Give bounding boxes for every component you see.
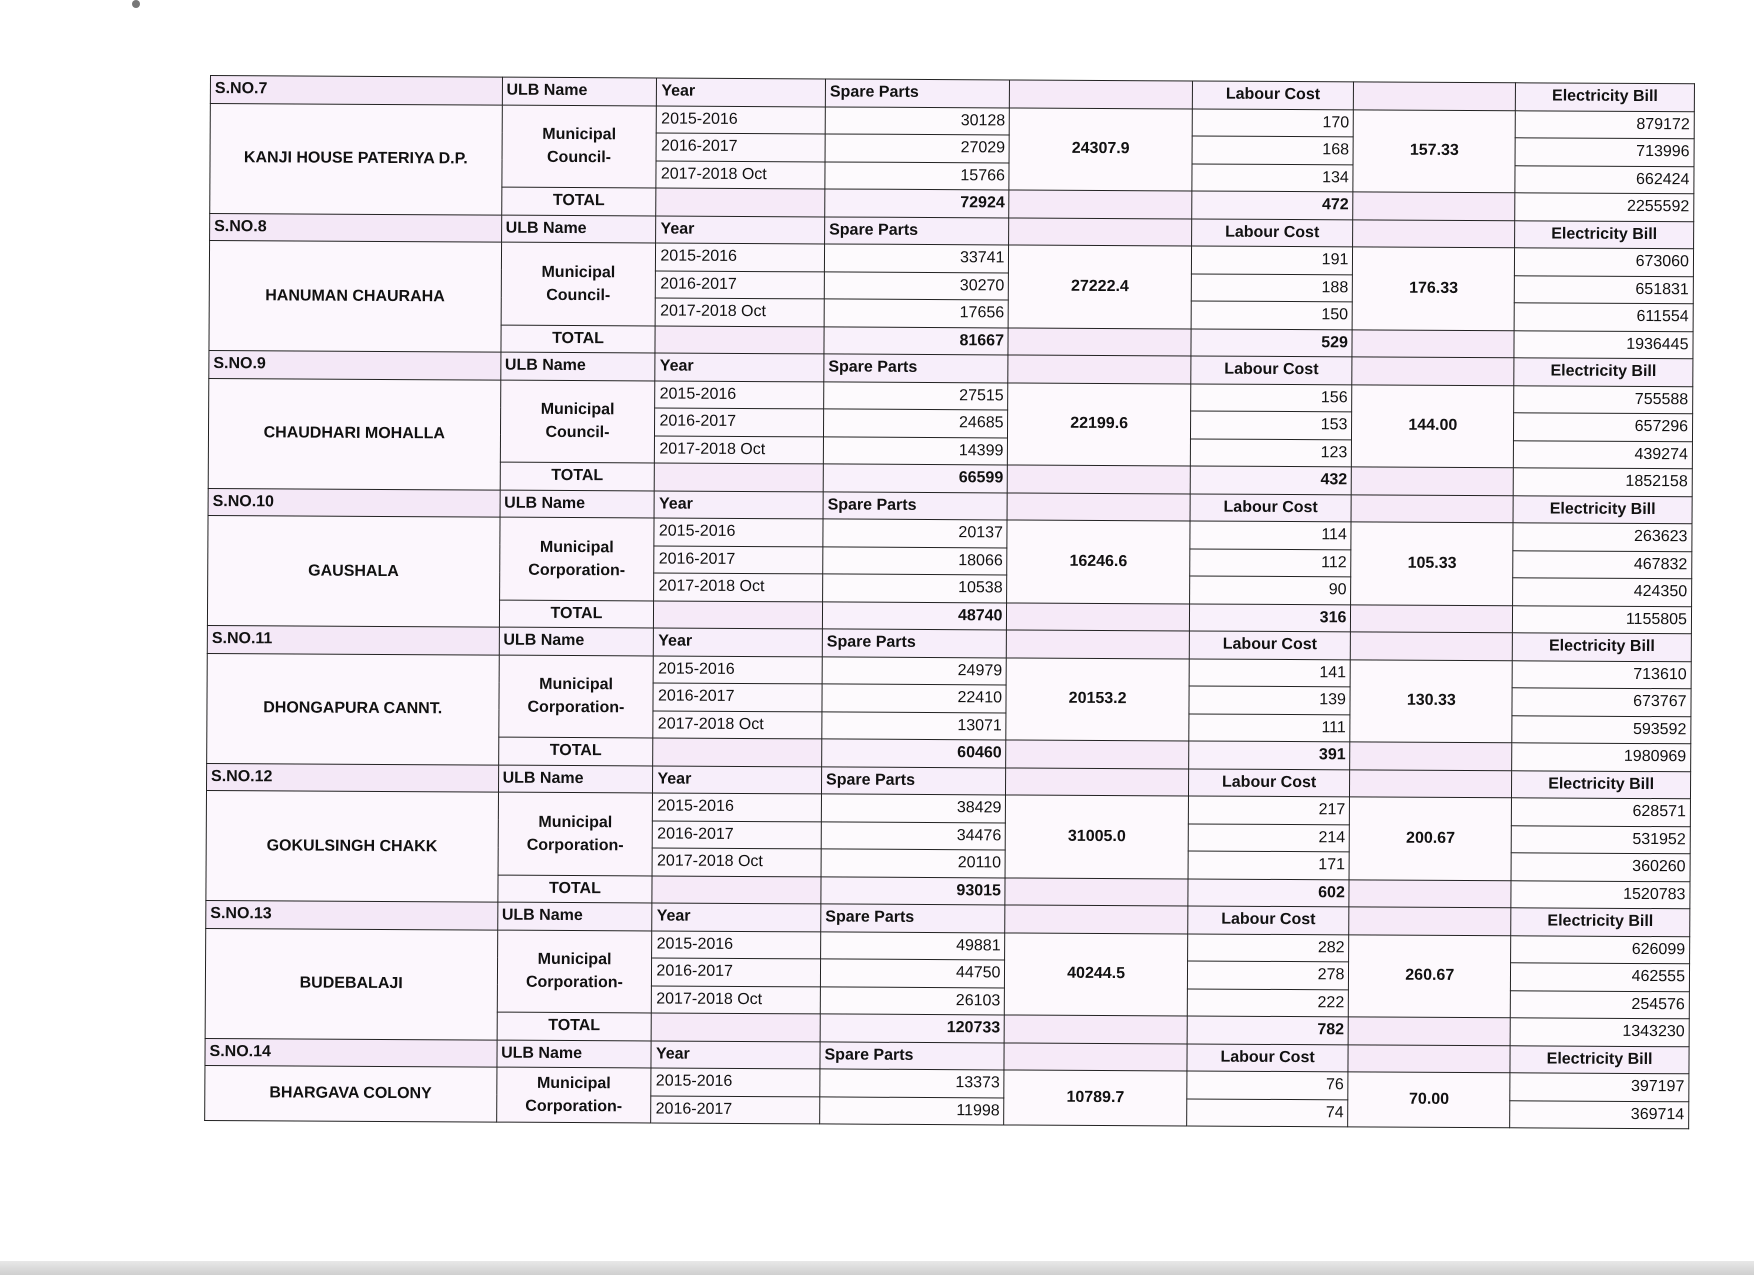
scan-speck <box>132 0 140 8</box>
blank-header-cell <box>1005 905 1187 934</box>
spare-parts-value: 27029 <box>825 134 1010 163</box>
labour-cost-header: Labour Cost <box>1188 768 1350 796</box>
year-header: Year <box>654 490 823 518</box>
blank-header-cell <box>1010 80 1192 109</box>
year-cell: 2016-2017 <box>655 408 824 436</box>
ulb-type-line: Corporation- <box>526 836 624 855</box>
year-cell: 2015-2016 <box>654 655 823 683</box>
labour-cost-value: 214 <box>1188 823 1350 851</box>
spare-parts-value: 10538 <box>823 574 1008 603</box>
electricity-bill-value: 467832 <box>1513 550 1692 578</box>
labour-cost-header: Labour Cost <box>1190 356 1352 384</box>
electricity-bill-total: 1980969 <box>1512 743 1691 771</box>
electricity-bill-value: 713996 <box>1515 138 1694 166</box>
labour-cost-header: Labour Cost <box>1192 81 1354 109</box>
labour-cost-average: 260.67 <box>1349 934 1511 1017</box>
location-name: HANUMAN CHAURAHA <box>209 241 501 353</box>
labour-cost-value: 111 <box>1188 713 1350 741</box>
blank-total-cell <box>1352 467 1514 495</box>
labour-cost-header: Labour Cost <box>1187 1043 1349 1071</box>
blank-total-cell <box>1353 192 1515 220</box>
blank-total-cell <box>1005 1015 1187 1044</box>
spare-parts-header: Spare Parts <box>820 1041 1005 1070</box>
ulb-type-line: Municipal <box>537 951 612 969</box>
spare-parts-value: 24685 <box>823 409 1008 438</box>
year-header: Year <box>655 353 824 381</box>
ulb-name-header: ULB Name <box>498 765 653 793</box>
location-name: CHAUDHARI MOHALLA <box>208 378 500 490</box>
blank-total-cell <box>1352 329 1514 357</box>
blank-header-cell <box>1351 494 1513 522</box>
spare-parts-value: 30128 <box>825 106 1010 135</box>
blank-total-cell <box>652 875 821 903</box>
ulb-type <box>499 517 654 600</box>
labour-cost-total: 602 <box>1188 878 1350 906</box>
blank-header-cell <box>1008 355 1190 384</box>
electricity-bill-header: Electricity Bill <box>1514 358 1693 386</box>
spare-parts-average: 31005.0 <box>1006 795 1189 879</box>
labour-cost-value: 114 <box>1190 521 1352 549</box>
electricity-bill-total: 1155805 <box>1513 605 1692 633</box>
year-cell: 2017-2018 Oct <box>652 848 821 876</box>
labour-cost-total: 316 <box>1189 603 1351 631</box>
ulb-name-header: ULB Name <box>499 627 654 655</box>
labour-cost-average: 200.67 <box>1349 797 1511 880</box>
blank-header-cell <box>1353 219 1515 247</box>
spare-parts-total: 66599 <box>823 464 1008 493</box>
ulb-name-header: ULB Name <box>500 490 655 518</box>
ledger-clip <box>205 75 1695 1123</box>
year-cell: 2015-2016 <box>655 380 824 408</box>
labour-cost-total: 529 <box>1191 328 1353 356</box>
electricity-bill-header: Electricity Bill <box>1511 908 1690 936</box>
year-cell: 2015-2016 <box>657 105 826 133</box>
labour-cost-average: 130.33 <box>1350 659 1512 742</box>
ulb-type-line: Corporation- <box>528 561 626 580</box>
labour-cost-total: 391 <box>1188 741 1350 769</box>
electricity-bill-value: 879172 <box>1515 110 1694 138</box>
labour-cost-total: 782 <box>1187 1016 1349 1044</box>
spare-parts-value: 44750 <box>820 959 1005 988</box>
spare-parts-value: 24979 <box>822 656 1007 685</box>
blank-header-cell <box>1004 1042 1186 1071</box>
year-header: Year <box>656 215 825 243</box>
labour-cost-header: Labour Cost <box>1189 631 1351 659</box>
ulb-type-line: Municipal <box>538 813 613 832</box>
total-label: TOTAL <box>498 737 653 765</box>
electricity-bill-total: 1936445 <box>1514 330 1693 358</box>
year-header: Year <box>651 1040 820 1068</box>
ulb-name-header: ULB Name <box>502 77 657 105</box>
electricity-bill-header: Electricity Bill <box>1512 770 1691 798</box>
spare-parts-value: 22410 <box>822 684 1007 713</box>
spare-parts-value: 30270 <box>824 271 1009 300</box>
spare-parts-value: 17656 <box>824 299 1009 328</box>
electricity-bill-value: 628571 <box>1511 798 1690 826</box>
ulb-type-line: Corporation- <box>525 1097 623 1116</box>
blank-total-cell <box>1008 465 1190 494</box>
year-cell: 2017-2018 Oct <box>656 160 825 188</box>
electricity-bill-total: 1852158 <box>1513 468 1692 496</box>
blank-total-cell <box>1350 742 1512 770</box>
labour-cost-value: 90 <box>1189 576 1351 604</box>
ulb-type-line: Municipal <box>542 126 617 144</box>
ulb-type <box>496 1067 651 1123</box>
blank-total-cell <box>656 188 825 216</box>
blank-total-cell <box>653 738 822 766</box>
spare-parts-header: Spare Parts <box>824 354 1009 383</box>
spare-parts-header: Spare Parts <box>823 491 1008 520</box>
labour-cost-value: 282 <box>1187 933 1349 961</box>
year-header: Year <box>657 78 826 106</box>
total-label: TOTAL <box>501 187 656 215</box>
spare-parts-average: 22199.6 <box>1008 382 1191 466</box>
spare-parts-average: 20153.2 <box>1006 657 1189 741</box>
year-cell: 2016-2017 <box>651 1095 820 1123</box>
spare-parts-value: 34476 <box>821 821 1006 850</box>
serial-number: S.NO.12 <box>207 763 499 792</box>
blank-header-cell <box>1348 1044 1510 1072</box>
ulb-type-line: Municipal <box>539 538 614 557</box>
labour-cost-value: 153 <box>1190 411 1352 439</box>
labour-cost-value: 171 <box>1188 851 1350 879</box>
spare-parts-total: 48740 <box>822 601 1007 630</box>
spare-parts-average: 40244.5 <box>1005 932 1188 1016</box>
electricity-bill-value: 611554 <box>1514 303 1693 331</box>
labour-cost-header: Labour Cost <box>1190 493 1352 521</box>
total-label: TOTAL <box>497 1012 652 1040</box>
location-name: GOKULSINGH CHAKK <box>206 790 498 902</box>
serial-number: S.NO.9 <box>209 350 501 379</box>
electricity-bill-value: 657296 <box>1514 413 1693 441</box>
electricity-bill-total: 1343230 <box>1510 1018 1689 1046</box>
ulb-type-line: Municipal <box>536 1074 611 1093</box>
spare-parts-header: Spare Parts <box>825 216 1010 245</box>
electricity-bill-value: 673060 <box>1515 248 1694 276</box>
serial-number: S.NO.10 <box>208 488 500 517</box>
labour-cost-total: 472 <box>1191 191 1353 219</box>
electricity-bill-value: 254576 <box>1510 990 1689 1018</box>
spare-parts-value: 26103 <box>820 986 1005 1015</box>
maintenance-cost-table <box>204 75 1695 1129</box>
electricity-bill-value: 263623 <box>1513 523 1692 551</box>
year-cell: 2017-2018 Oct <box>652 985 821 1013</box>
blank-total-cell <box>1009 190 1191 219</box>
blank-total-cell <box>652 1013 821 1041</box>
year-header: Year <box>653 765 822 793</box>
labour-cost-header: Labour Cost <box>1191 218 1353 246</box>
blank-header-cell <box>1351 632 1513 660</box>
blank-header-cell <box>1009 217 1191 246</box>
year-cell: 2017-2018 Oct <box>656 298 825 326</box>
labour-cost-average: 176.33 <box>1353 247 1515 330</box>
spare-parts-value: 15766 <box>825 161 1010 190</box>
labour-cost-total: 432 <box>1190 466 1352 494</box>
year-cell: 2015-2016 <box>656 243 825 271</box>
spare-parts-value: 14399 <box>823 436 1008 465</box>
labour-cost-value: 168 <box>1192 136 1354 164</box>
total-label: TOTAL <box>501 325 656 353</box>
ulb-type-line: Council- <box>546 286 611 304</box>
spare-parts-total: 72924 <box>825 189 1010 218</box>
spare-parts-value: 33741 <box>824 244 1009 273</box>
spare-parts-value: 13373 <box>820 1069 1005 1098</box>
ulb-type-line: Corporation- <box>527 699 625 717</box>
year-cell: 2016-2017 <box>653 820 822 848</box>
ulb-type <box>501 105 656 188</box>
blank-header-cell <box>1007 630 1189 659</box>
spare-parts-value: 20110 <box>821 849 1006 878</box>
labour-cost-value: 170 <box>1192 108 1354 136</box>
ulb-type <box>497 930 652 1013</box>
electricity-bill-value: 651831 <box>1514 275 1693 303</box>
electricity-bill-total: 1520783 <box>1511 880 1690 908</box>
labour-cost-value: 76 <box>1187 1071 1349 1099</box>
labour-cost-average: 105.33 <box>1351 522 1513 605</box>
serial-number: S.NO.13 <box>206 900 498 929</box>
labour-cost-value: 278 <box>1187 961 1349 989</box>
electricity-bill-header: Electricity Bill <box>1510 1045 1689 1073</box>
blank-header-cell <box>1349 907 1511 935</box>
spare-parts-total: 81667 <box>824 326 1009 355</box>
blank-total-cell <box>1005 877 1187 906</box>
electricity-bill-value: 626099 <box>1511 935 1690 963</box>
spare-parts-header: Spare Parts <box>822 629 1007 658</box>
blank-header-cell <box>1008 492 1190 521</box>
location-name: BUDEBALAJI <box>205 928 497 1040</box>
spare-parts-average: 10789.7 <box>1004 1070 1187 1126</box>
ulb-type <box>498 655 653 738</box>
ulb-type-line: Municipal <box>541 263 616 282</box>
labour-cost-value: 150 <box>1191 301 1353 329</box>
ulb-type-line: Municipal <box>539 676 614 694</box>
year-cell: 2015-2016 <box>651 1068 820 1096</box>
total-label: TOTAL <box>500 462 655 490</box>
serial-number: S.NO.7 <box>210 76 502 105</box>
labour-cost-value: 141 <box>1189 658 1351 686</box>
blank-header-cell <box>1354 82 1516 110</box>
electricity-bill-value: 593592 <box>1512 715 1691 743</box>
year-cell: 2016-2017 <box>656 270 825 298</box>
blank-total-cell <box>1351 604 1513 632</box>
labour-cost-average: 157.33 <box>1353 109 1515 192</box>
spare-parts-value: 20137 <box>823 519 1008 548</box>
labour-cost-value: 74 <box>1186 1098 1348 1126</box>
ulb-type-line: Corporation- <box>525 974 623 992</box>
blank-header-cell <box>1352 357 1514 385</box>
ulb-name-header: ULB Name <box>500 352 655 380</box>
ulb-type <box>501 242 656 325</box>
labour-cost-value: 139 <box>1189 686 1351 714</box>
blank-header-cell <box>1350 769 1512 797</box>
electricity-bill-value: 462555 <box>1511 963 1690 991</box>
electricity-bill-header: Electricity Bill <box>1515 83 1694 111</box>
year-cell: 2016-2017 <box>656 133 825 161</box>
electricity-bill-value: 360260 <box>1511 853 1690 881</box>
ledger-sheet <box>209 75 1695 1123</box>
blank-header-cell <box>1006 767 1188 796</box>
electricity-bill-header: Electricity Bill <box>1512 633 1691 661</box>
labour-cost-value: 134 <box>1192 163 1354 191</box>
year-cell: 2016-2017 <box>652 958 821 986</box>
spare-parts-value: 49881 <box>821 931 1006 960</box>
electricity-bill-value: 673767 <box>1512 688 1691 716</box>
location-name: DHONGAPURA CANNT. <box>207 653 499 765</box>
year-cell: 2015-2016 <box>653 793 822 821</box>
spare-parts-total: 93015 <box>821 876 1006 905</box>
spare-parts-value: 13071 <box>822 711 1007 740</box>
year-cell: 2016-2017 <box>654 545 823 573</box>
ulb-type <box>500 380 655 463</box>
year-cell: 2017-2018 Oct <box>654 573 823 601</box>
spare-parts-average: 24307.9 <box>1009 107 1192 191</box>
year-header: Year <box>654 628 823 656</box>
labour-cost-value: 112 <box>1189 548 1351 576</box>
ulb-name-header: ULB Name <box>497 1040 652 1068</box>
labour-cost-value: 222 <box>1187 988 1349 1016</box>
blank-total-cell <box>654 600 823 628</box>
total-label: TOTAL <box>499 600 654 628</box>
spare-parts-total: 120733 <box>820 1014 1005 1043</box>
year-cell: 2015-2016 <box>654 518 823 546</box>
year-cell: 2017-2018 Oct <box>653 710 822 738</box>
labour-cost-value: 123 <box>1190 438 1352 466</box>
spare-parts-header: Spare Parts <box>825 79 1010 108</box>
ulb-type-line: Municipal <box>540 401 615 419</box>
ulb-name-header: ULB Name <box>501 215 656 243</box>
serial-number: S.NO.14 <box>205 1038 497 1067</box>
labour-cost-average: 70.00 <box>1348 1072 1510 1128</box>
spare-parts-header: Spare Parts <box>821 904 1006 933</box>
blank-total-cell <box>655 325 824 353</box>
location-name: GAUSHALA <box>207 515 499 627</box>
spare-parts-average: 16246.6 <box>1007 520 1190 604</box>
blank-total-cell <box>1349 1017 1511 1045</box>
year-cell: 2015-2016 <box>652 930 821 958</box>
serial-number: S.NO.11 <box>207 625 499 654</box>
spare-parts-header: Spare Parts <box>821 766 1006 795</box>
electricity-bill-header: Electricity Bill <box>1515 220 1694 248</box>
ulb-name-header: ULB Name <box>497 902 652 930</box>
ulb-type-line: Council- <box>545 424 610 442</box>
electricity-bill-total: 2255592 <box>1515 193 1694 221</box>
electricity-bill-value: 397197 <box>1510 1073 1689 1101</box>
electricity-bill-value: 439274 <box>1513 440 1692 468</box>
blank-total-cell <box>1006 740 1188 769</box>
scan-edge-shadow <box>0 1261 1754 1275</box>
spare-parts-value: 27515 <box>824 381 1009 410</box>
spare-parts-value: 38429 <box>821 794 1006 823</box>
ulb-type <box>498 792 653 875</box>
total-label: TOTAL <box>497 875 652 903</box>
labour-cost-value: 217 <box>1188 796 1350 824</box>
spare-parts-value: 11998 <box>820 1096 1005 1125</box>
labour-cost-average: 144.00 <box>1352 384 1514 467</box>
spare-parts-value: 18066 <box>823 546 1008 575</box>
labour-cost-header: Labour Cost <box>1187 906 1349 934</box>
blank-total-cell <box>1349 879 1511 907</box>
labour-cost-value: 156 <box>1190 383 1352 411</box>
year-header: Year <box>652 903 821 931</box>
electricity-bill-value: 369714 <box>1510 1100 1689 1128</box>
ulb-type-line: Council- <box>546 149 612 167</box>
year-cell: 2017-2018 Oct <box>655 435 824 463</box>
electricity-bill-value: 713610 <box>1512 660 1691 688</box>
location-name: KANJI HOUSE PATERIYA D.P. <box>210 103 502 215</box>
electricity-bill-value: 531952 <box>1511 825 1690 853</box>
blank-total-cell <box>1007 602 1189 631</box>
labour-cost-value: 191 <box>1191 246 1353 274</box>
blank-total-cell <box>1008 327 1190 356</box>
year-cell: 2016-2017 <box>653 683 822 711</box>
spare-parts-total: 60460 <box>822 739 1007 768</box>
serial-number: S.NO.8 <box>210 213 502 242</box>
electricity-bill-value: 424350 <box>1513 578 1692 606</box>
location-name: BHARGAVA COLONY <box>205 1065 497 1122</box>
electricity-bill-header: Electricity Bill <box>1513 495 1692 523</box>
blank-total-cell <box>655 463 824 491</box>
labour-cost-value: 188 <box>1191 273 1353 301</box>
spare-parts-average: 27222.4 <box>1009 245 1192 329</box>
electricity-bill-value: 755588 <box>1514 385 1693 413</box>
electricity-bill-value: 662424 <box>1515 165 1694 193</box>
